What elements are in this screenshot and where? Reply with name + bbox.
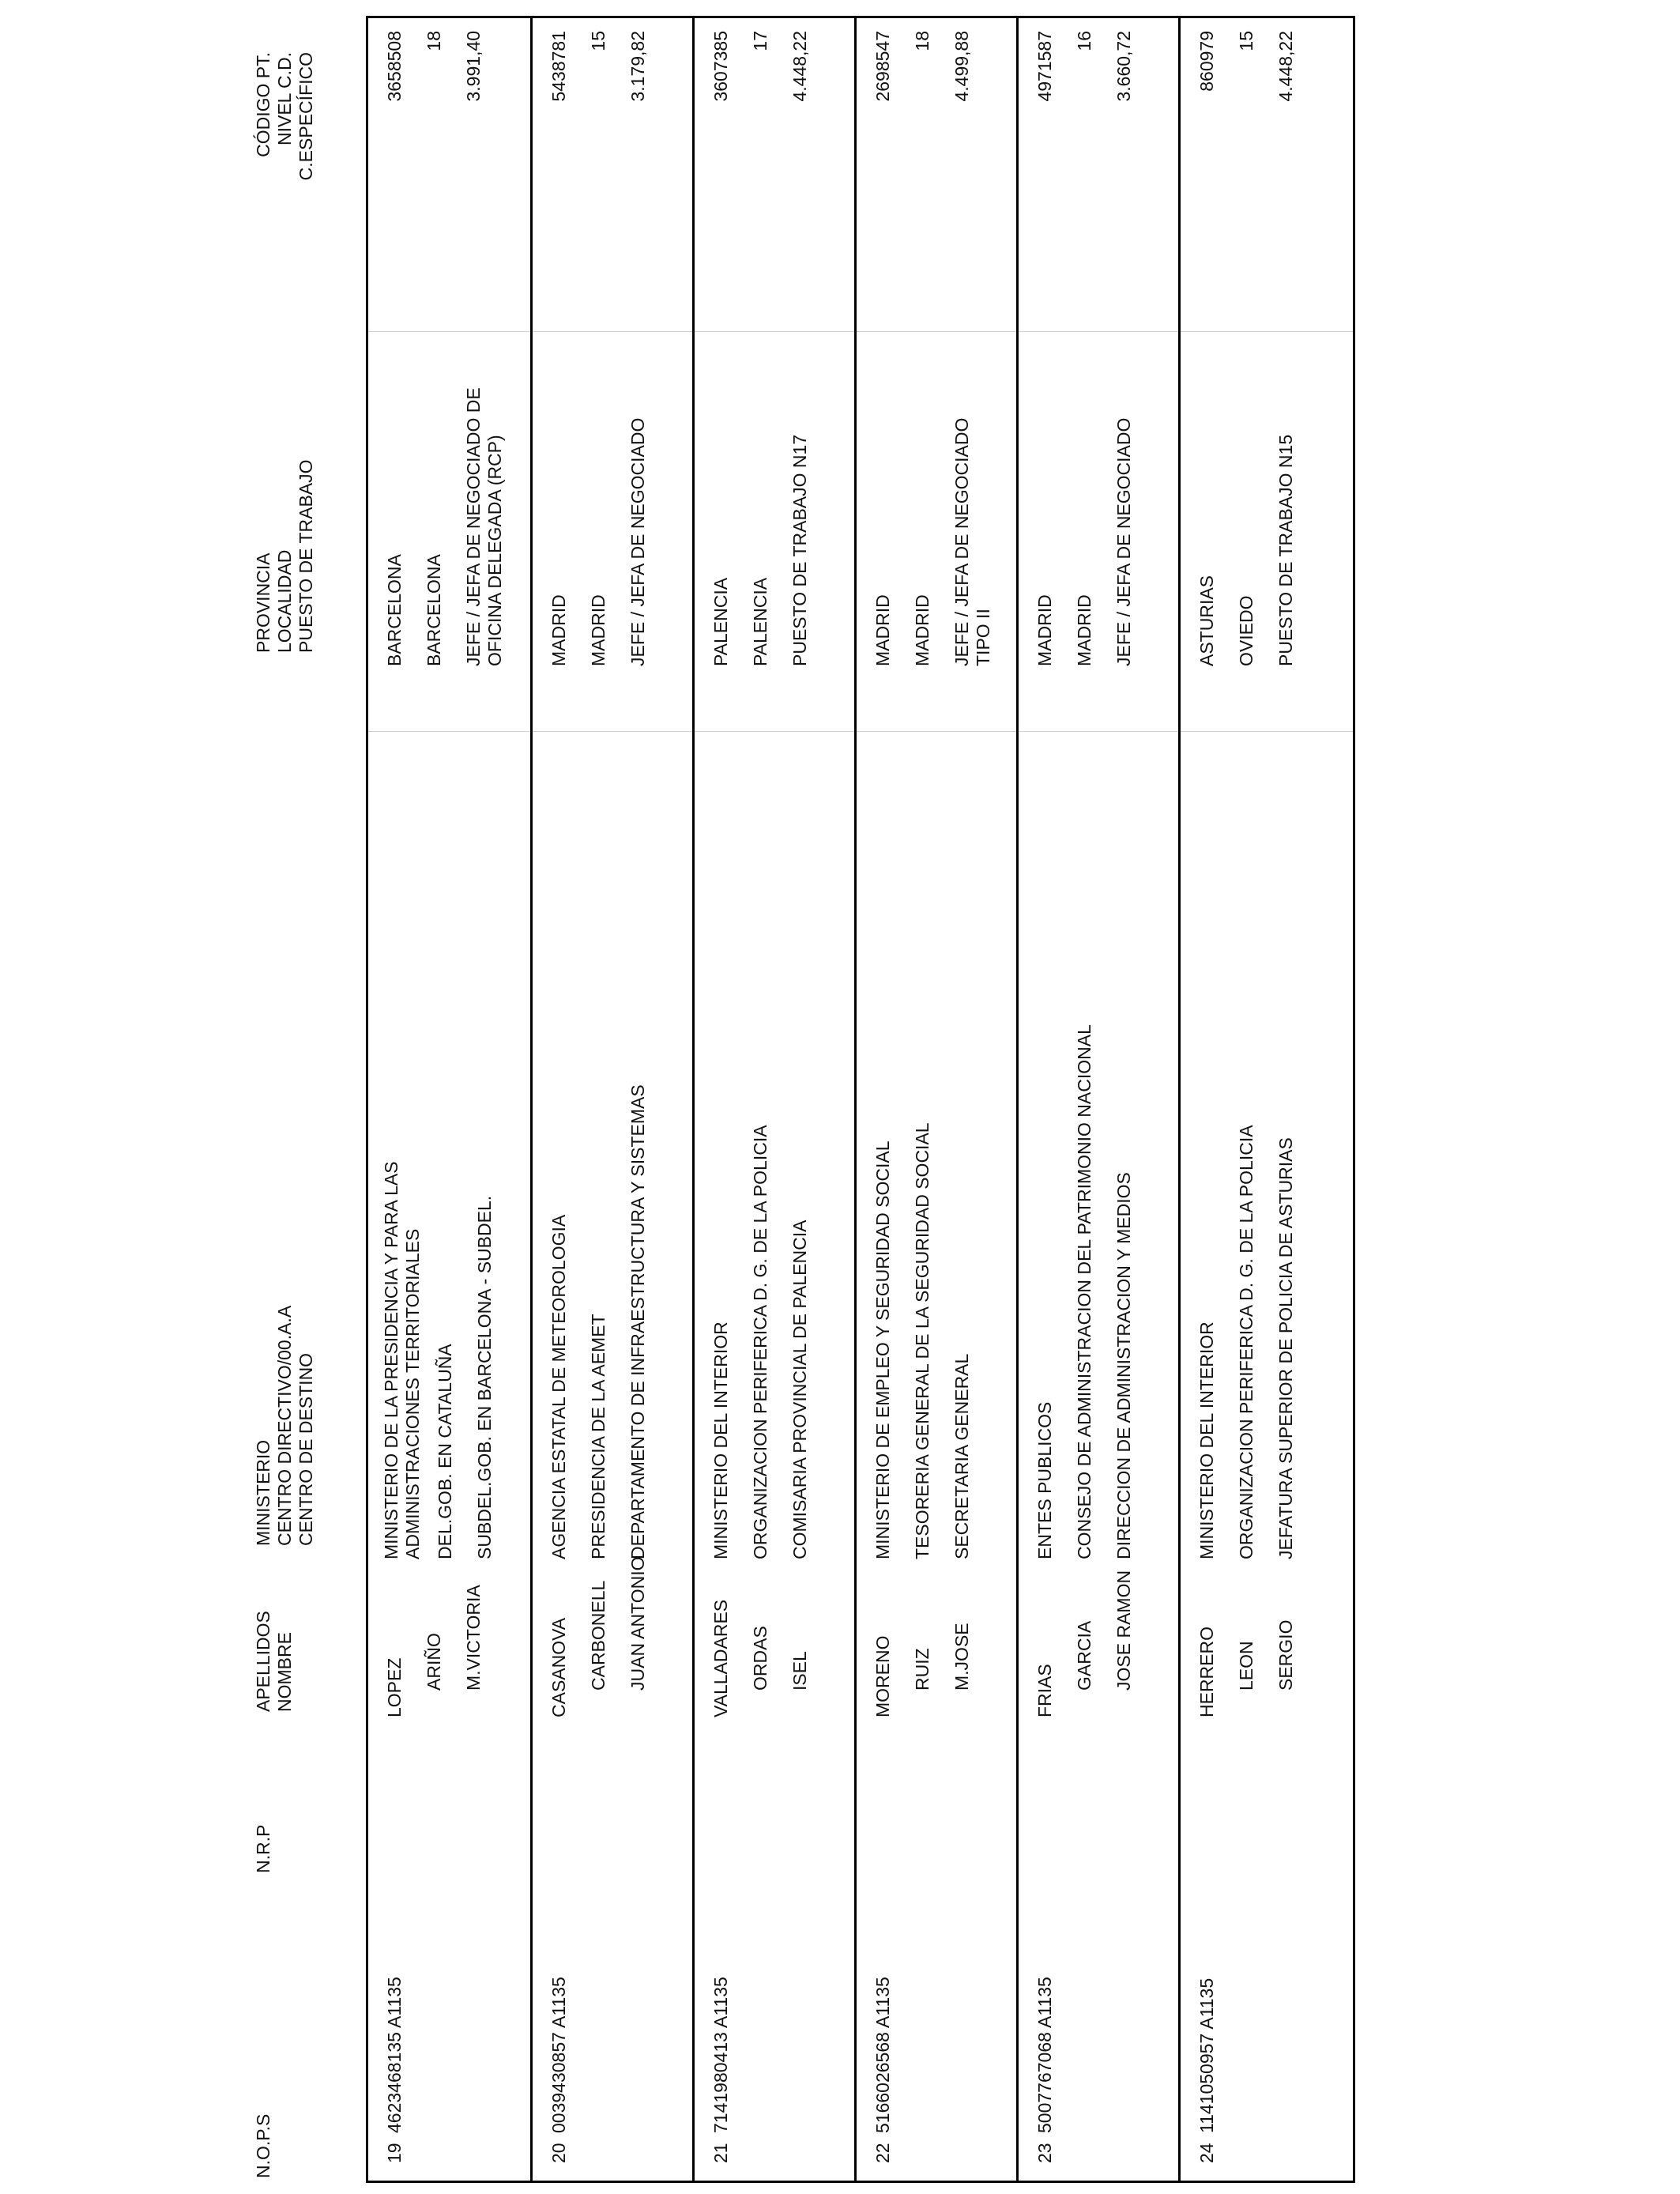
provincia: MADRID [872, 594, 893, 666]
localidad: MADRID [588, 594, 608, 666]
row-number: 22 [872, 2143, 893, 2163]
table-header [253, 52, 352, 2178]
centro-destino: DEPARTAMENTO DE INFRAESTRUCTURA Y SISTEMAS [627, 1084, 648, 1559]
row-number: 21 [710, 2143, 731, 2163]
surname-2: ORDAS [750, 1626, 770, 1691]
centro-directivo: ORGANIZACION PERIFERICA D. G. DE LA POLICIA [750, 1125, 770, 1559]
surname-2: RUIZ [912, 1648, 932, 1691]
complemento-especifico: 3.179,82 [627, 31, 648, 102]
puesto-trabajo: JEFE / JEFA DE NEGOCIADO [1113, 417, 1134, 666]
ministerio: MINISTERIO DEL INTERIOR [710, 1321, 731, 1559]
localidad: MADRID [1074, 594, 1094, 666]
codigo-pt: 860979 [1196, 31, 1217, 92]
codigo-pt: 3658508 [384, 31, 405, 102]
surname-1: MORENO [872, 1635, 893, 1717]
provincia: MADRID [1034, 594, 1055, 666]
ministerio: AGENCIA ESTATAL DE METEOROLOGIA [548, 1214, 569, 1559]
puesto-trabajo: JEFE / JEFA DE NEGOCIADO TIPO II [951, 417, 993, 666]
surname-2: ARIÑO [424, 1633, 444, 1691]
records-table [366, 16, 1355, 2183]
given-name: JUAN ANTONIO [627, 1556, 648, 1691]
puesto-trabajo: JEFE / JEFA DE NEGOCIADO [627, 417, 648, 666]
table-row [368, 18, 530, 2181]
header-codigo: CÓDIGO PT. NIVEL C.D. C.ESPECÍFICO [253, 52, 316, 181]
provincia: MADRID [548, 594, 569, 666]
complemento-especifico: 3.660,72 [1113, 31, 1134, 102]
codigo-pt: 3607385 [710, 31, 731, 102]
given-name: JOSE RAMON [1113, 1570, 1134, 1691]
surname-2: LEON [1236, 1641, 1256, 1691]
localidad: PALENCIA [750, 577, 770, 666]
row-number: 20 [548, 2143, 569, 2163]
row-number: 19 [384, 2143, 405, 2163]
centro-destino: JEFATURA SUPERIOR DE POLICIA DE ASTURIAS [1275, 1137, 1296, 1559]
localidad: OVIEDO [1236, 595, 1256, 666]
centro-destino: DIRECCION DE ADMINISTRACION Y MEDIOS [1113, 1172, 1134, 1559]
centro-directivo: CONSEJO DE ADMINISTRACION DEL PATRIMONIO NACIONAL [1074, 1024, 1094, 1559]
centro-directivo: DEL.GOB. EN CATALUÑA [435, 1344, 455, 1559]
nrp-code: 7141980413 A1135 [710, 1977, 731, 2133]
codigo-pt: 4971587 [1034, 31, 1055, 102]
centro-directivo: TESORERIA GENERAL DE LA SEGURIDAD SOCIAL [912, 1122, 932, 1559]
surname-2: CARBONELL [588, 1580, 608, 1691]
nivel-cd: 17 [750, 31, 770, 51]
ministerio: MINISTERIO DE LA PRESIDENCIA Y PARA LAS ADMINISTRACIONES TERRITORIALES [381, 1161, 423, 1559]
puesto-trabajo: PUESTO DE TRABAJO N17 [789, 434, 810, 666]
surname-1: CASANOVA [548, 1617, 569, 1717]
given-name: M.JOSE [951, 1623, 972, 1691]
nivel-cd: 16 [1074, 31, 1094, 51]
header-provincia: PROVINCIA LOCALIDAD PUESTO DE TRABAJO [253, 459, 316, 653]
header-ministerio: MINISTERIO CENTRO DIRECTIVO/00.A.A CENTRO DE DESTINO [253, 1305, 316, 1546]
codigo-pt: 5438781 [548, 31, 569, 102]
surname-1: VALLADARES [710, 1599, 731, 1717]
nivel-cd: 15 [588, 31, 608, 51]
table-row [1178, 18, 1340, 2181]
header-nrp: N.R.P [253, 1824, 273, 1873]
centro-destino: SUBDEL.GOB. EN BARCELONA - SUBDEL. [474, 1195, 495, 1559]
nivel-cd: 18 [912, 31, 932, 51]
given-name: ISEL [789, 1651, 810, 1691]
nrp-code: 4623468135 A1135 [384, 1977, 405, 2133]
surname-1: FRIAS [1034, 1664, 1055, 1717]
table-row [530, 18, 692, 2181]
given-name: M.VICTORIA [463, 1585, 484, 1691]
nivel-cd: 18 [424, 31, 444, 51]
table-row [1016, 18, 1178, 2181]
nrp-code: 5007767068 A1135 [1034, 1977, 1055, 2133]
ministerio: MINISTERIO DE EMPLEO Y SEGURIDAD SOCIAL [872, 1140, 893, 1559]
ministerio: MINISTERIO DEL INTERIOR [1196, 1321, 1217, 1559]
puesto-trabajo: PUESTO DE TRABAJO N15 [1275, 434, 1296, 666]
surname-1: HERRERO [1196, 1626, 1217, 1717]
provincia: PALENCIA [710, 577, 731, 666]
header-nops: N.O.P.S [253, 2113, 273, 2178]
localidad: MADRID [912, 594, 932, 666]
localidad: BARCELONA [424, 554, 444, 666]
table-row [854, 18, 1016, 2181]
nrp-code: 1141050957 A1135 [1196, 1977, 1217, 2133]
centro-directivo: PRESIDENCIA DE LA AEMET [588, 1314, 608, 1559]
puesto-trabajo: JEFE / JEFA DE NEGOCIADO DE OFICINA DELEGADA (RCP) [463, 387, 505, 666]
ministerio: ENTES PUBLICOS [1034, 1401, 1055, 1559]
row-number: 23 [1034, 2143, 1055, 2163]
complemento-especifico: 4.499,88 [951, 31, 972, 102]
surname-1: LOPEZ [384, 1657, 405, 1717]
row-number: 24 [1196, 2143, 1217, 2163]
centro-destino: SECRETARIA GENERAL [951, 1353, 972, 1559]
complemento-especifico: 3.991,40 [463, 31, 484, 102]
table-row [692, 18, 854, 2181]
given-name: SERGIO [1275, 1619, 1296, 1691]
surname-2: GARCIA [1074, 1620, 1094, 1691]
nivel-cd: 15 [1236, 31, 1256, 51]
provincia: ASTURIAS [1196, 575, 1217, 666]
centro-directivo: ORGANIZACION PERIFERICA D. G. DE LA POLICIA [1236, 1125, 1256, 1559]
nrp-code: 0039430857 A1135 [548, 1977, 569, 2133]
header-apellidos: APELLIDOS NOMBRE [253, 1611, 295, 1712]
nrp-code: 5166026568 A1135 [872, 1977, 893, 2133]
codigo-pt: 2698547 [872, 31, 893, 102]
centro-destino: COMISARIA PROVINCIAL DE PALENCIA [789, 1220, 810, 1559]
provincia: BARCELONA [384, 554, 405, 666]
complemento-especifico: 4.448,22 [789, 31, 810, 102]
complemento-especifico: 4.448,22 [1275, 31, 1296, 102]
